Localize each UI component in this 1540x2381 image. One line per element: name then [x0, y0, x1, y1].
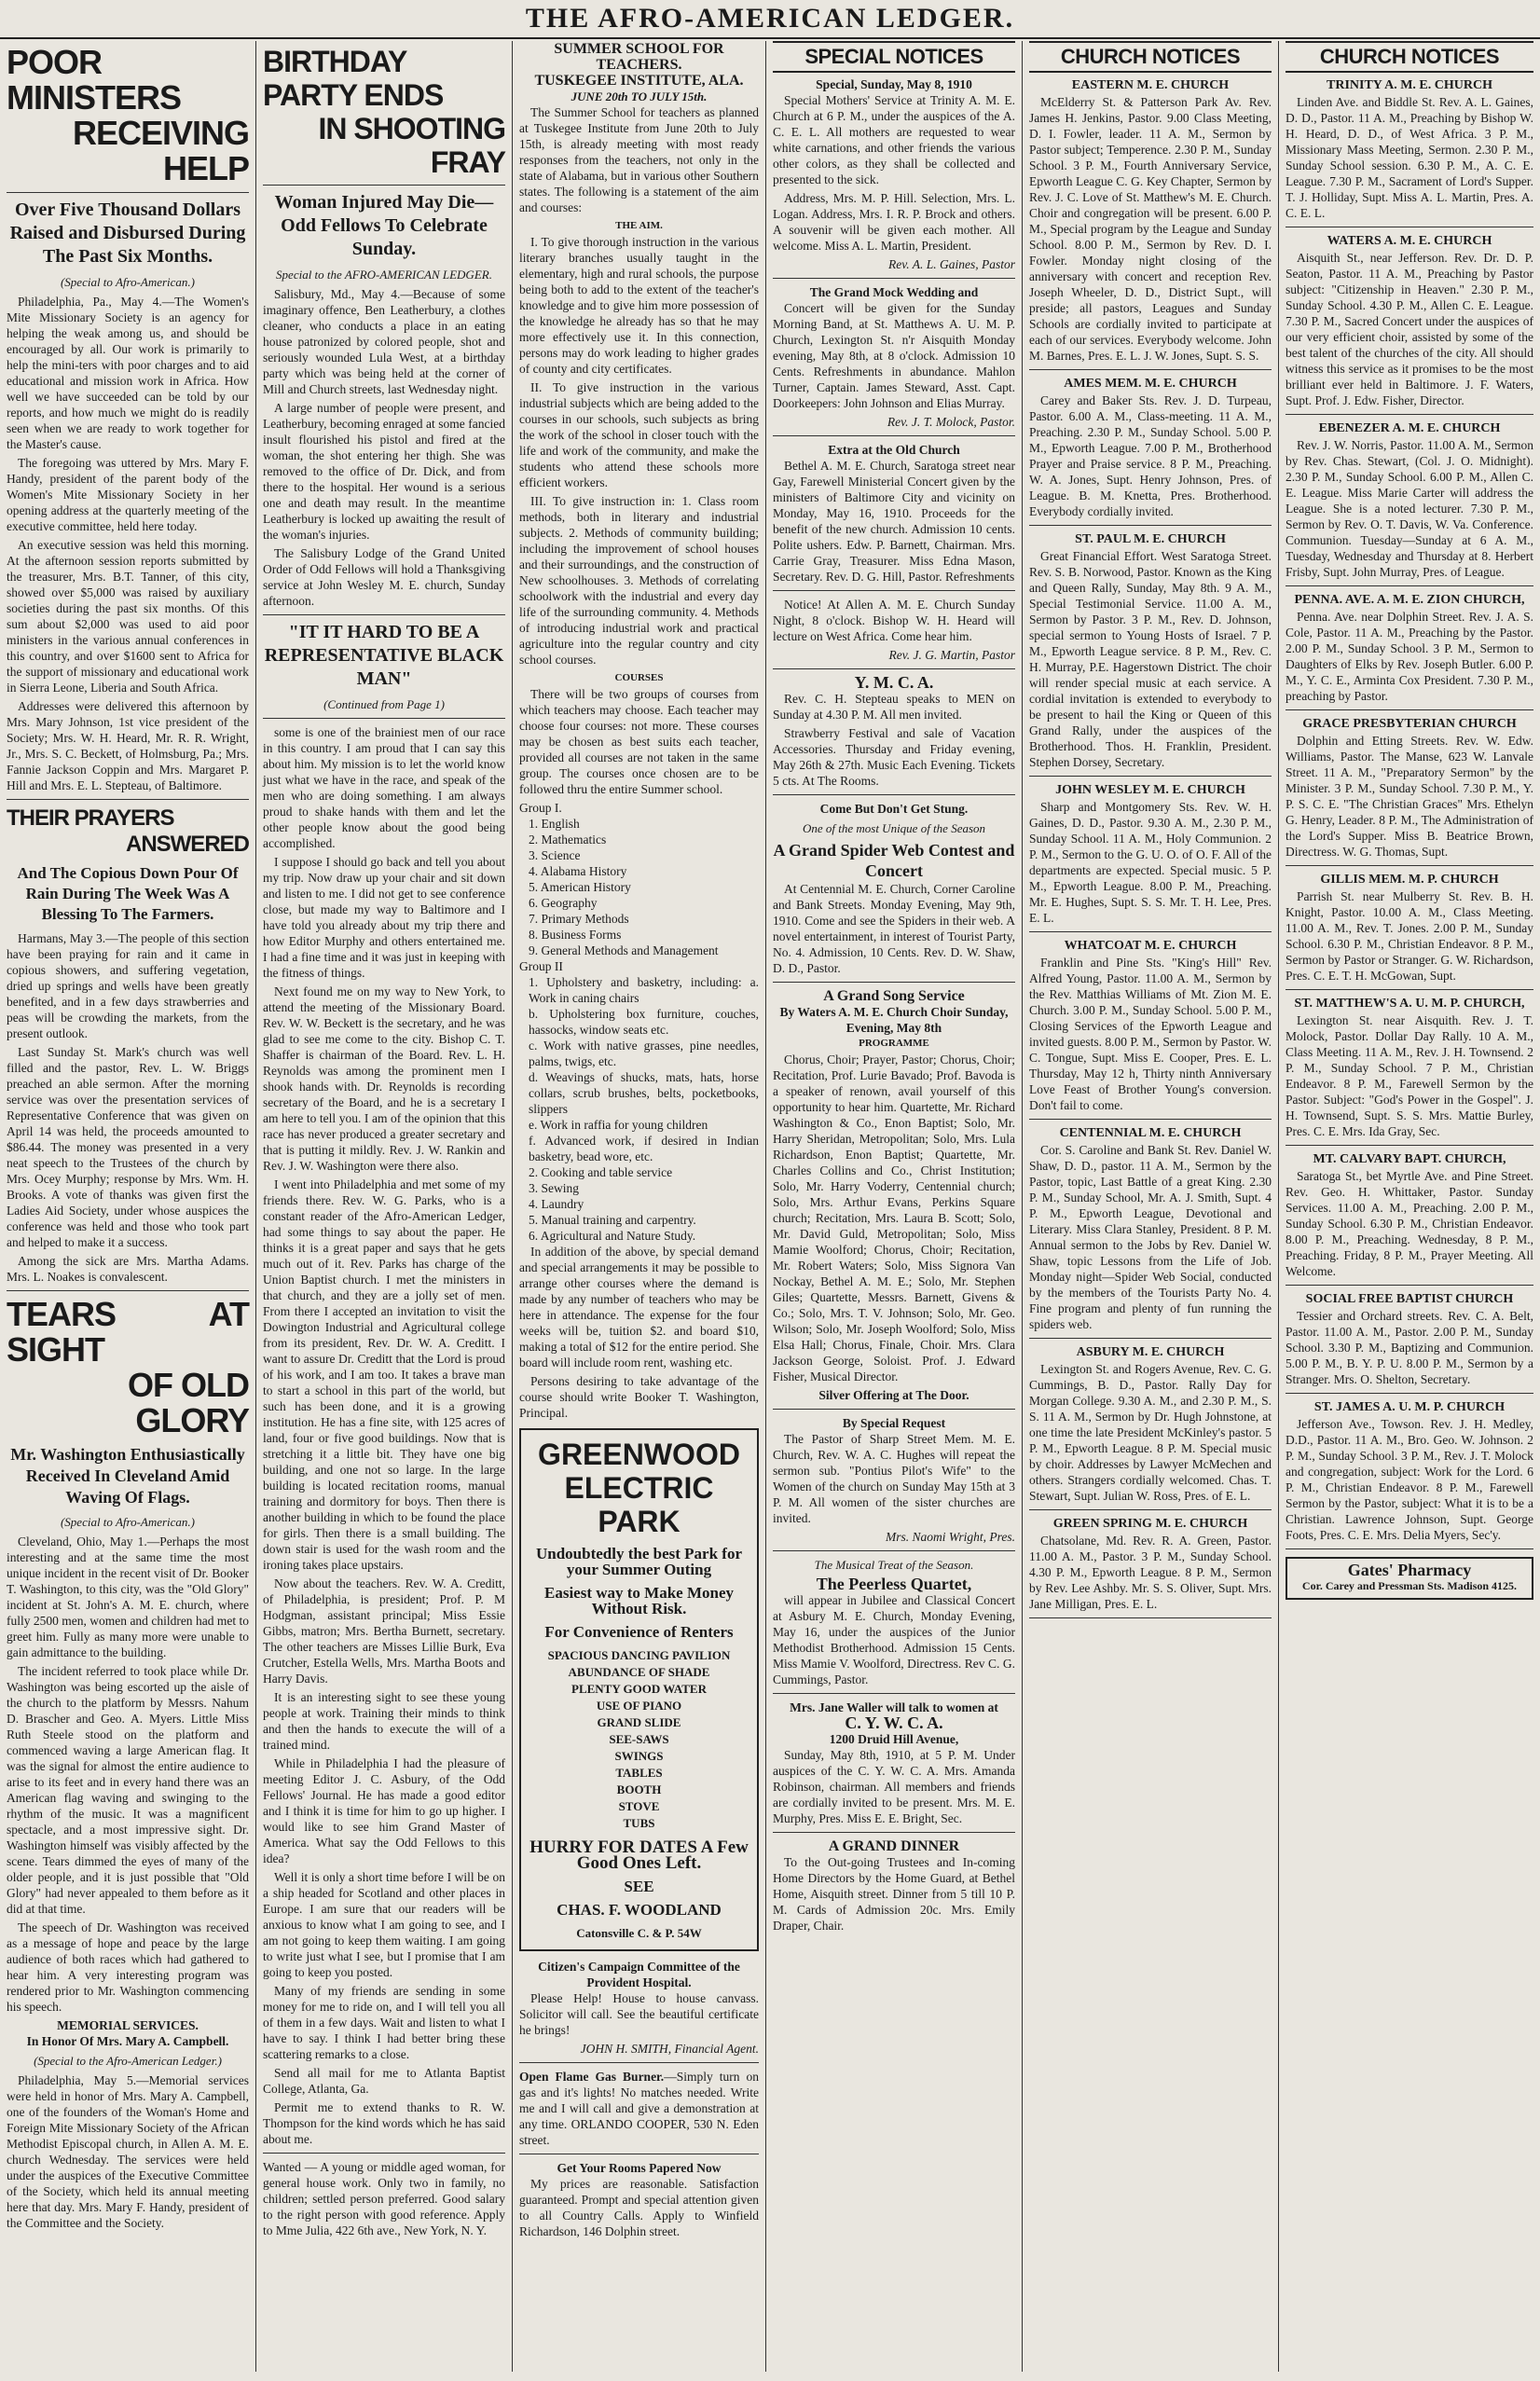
- divider: [773, 668, 1015, 669]
- section-subtitle: In Honor Of Mrs. Mary A. Campbell.: [26, 2034, 229, 2048]
- paragraph: Address, Mrs. M. P. Hill. Selection, Mrs. L. Logan. Address, Mrs. I. R. P. Brock and others. A souvenir will be given each mother. All welcome. Miss A. L. Martin, President.: [773, 191, 1015, 253]
- divider: [1286, 989, 1533, 990]
- church-notice: [1286, 996, 1533, 1146]
- paragraph: It is an interesting sight to see these young people at work. Training their minds to think and then the hands to execute the will of a trained mind.: [263, 1690, 505, 1752]
- notice-title: The Peerless Quartet,: [816, 1575, 972, 1593]
- paragraph: In addition of the above, by special demand and special arrangements it may be possible to arrange other courses where the demand is made by any number of teachers who may be here in attendance. The expense for the four weeks will be, tuition $2. and board $10, making a total of $12 for the entire period. She board will include room rent, washing etc.: [519, 1245, 759, 1369]
- divider: [7, 799, 249, 800]
- paragraph: Last Sunday St. Mark's church was well filled and the pastor, Rev. L. W. Briggs preached an able sermon. After the morning service was over the presentation services of Representative Conference that was given on April 14 was held, the proceeds amounted to $86.44. The money was presented in a very neat speech to the Trustees of the church by Mrs. Ocey Murphy; response by Mrs. Wm. H. Brooks. A vote of thanks was given first the Ladies Aid Society, under whose auspices the conference was held and those who took part and helped to make it a success.: [7, 1045, 249, 1249]
- divider: [1286, 1548, 1533, 1549]
- paragraph: The Salisbury Lodge of the Grand United Order of Odd Fellows will hold a Thanksgiving service at John Wesley M. E. church, Sunday afternoon.: [263, 546, 505, 608]
- paragraph: Strawberry Festival and sale of Vacation Accessories. Thursday and Friday evening, May 26th & 27th. Music Each Evening. Tickets 5 cts. At The Rooms.: [773, 726, 1015, 788]
- notice-title: Citizen's Campaign Committee of the Provident Hospital.: [538, 1960, 740, 1989]
- paragraph: Next found me on my way to New York, to attend the meeting of the Missionary Board. Rev. W. W. Beckett is the secretary, and he was glad to see me come to the city. Bishop C. T. Shaffer is chairman of the Board. Rev. L. H. Reynolds was among the prominent men I shook hands with. Dr. Reynolds is recording secretary of the Board, and he is a secretary I am here to tell you. I am of the opinion that this race has never produced a greater secretary and that is putting it mildly. Rev. J. W. Rankin and Rev. J. W. Washington were there also.: [263, 984, 505, 1173]
- divider: [1286, 1285, 1533, 1286]
- divider: [1286, 585, 1533, 586]
- notice-intro: One of the most Unique of the Season: [802, 821, 986, 835]
- signature: Rev. J. T. Molock, Pastor.: [887, 415, 1015, 429]
- church-notice: [1286, 872, 1533, 990]
- paragraph: My prices are reasonable. Satisfaction guaranteed. Prompt and special attention given to all Country Calls. Apply to Winfield Richardson, 146 Dolphin street.: [519, 2177, 759, 2238]
- church-name: ST. PAUL M. E. CHURCH: [1075, 532, 1226, 546]
- paragraph: Bethel A. M. E. Church, Saratoga street near Gay, Farewell Ministerial Concert given by the ministers of Baltimore City and vicinity on Monday, May 16, 1910. Proceeds for the benefit of the new church. Admission 10 cents. Polite ushers. Edw. P. Barnett, Chairman. Mrs. Carrie Gray, Treasurer. Miss Edna Mason, Secretary. Rev. D. G. Hill, Pastor. Refreshments: [773, 459, 1015, 584]
- church-schedule: Franklin and Pine Sts. "King's Hill" Rev. Alfred Young, Pastor. 11.00 A. M., Sermon by the Rev. Matthias Williams of Mt. Zion M. E. Church. 3.00 P. M., Sunday School. 5.00 P. M., Closing Services of the Epworth League and invited guests. 8.00 P. M., Sermon by Pastor. W. C. Tongue, Supt. Miss E. Cooper, Pres. E. L. Thursday, May 12 h, Thirty ninth Anniversary Love Feast of Brother Young's conversion. Don't fail to come.: [1029, 956, 1272, 1112]
- divider: [1286, 414, 1533, 415]
- paragraph: Among the sick are Mrs. Martha Adams. Mrs. L. Noakes is convalescent.: [7, 1254, 249, 1284]
- subheadline: Over Five Thousand Dollars Raised and Disbursed During The Past Six Months.: [9, 200, 246, 267]
- divider: [7, 192, 249, 193]
- divider: [1029, 525, 1272, 526]
- paragraph: Cleveland, Ohio, May 1.—Perhaps the most interesting and at the same time the most unique incident in the recent visit of Dr. Booker T. Washington, to this city, was the "Old Glory" incident at St. John's A. M. E. church, where fully 2500 men, women and children had met to greet him. Fully as many more were unable to gain admittance to the building.: [7, 1535, 249, 1659]
- divider: [1286, 1145, 1533, 1146]
- list-item: c. Work with native grasses, pine needles, palms, twigs, etc.: [529, 1039, 759, 1068]
- pharmacy-ad: [1286, 1557, 1533, 1600]
- divider: [1029, 1509, 1272, 1510]
- church-schedule: Sharp and Montgomery Sts. Rev. W. H. Gaines, D. D., Pastor. 9.30 A. M., 2.30 P. M., Sunday School. 11 A. M., Holy Communion. 2 P. M., Sermon to the G. U. O. of O. F. All of the departments are expected. Special music. 5 P. M., Epworth League. 8.00 P. M., Preaching. Mr. E. Hughes, Supt. S. S. Mr. T. H. Lee, Pres. E. L.: [1029, 800, 1272, 925]
- headline-line: BIRTHDAY PARTY ENDS: [263, 45, 444, 112]
- divider: [1029, 1338, 1272, 1339]
- list-item: 5. Manual training and carpentry.: [529, 1213, 696, 1227]
- section-title: PROGRAMME: [859, 1038, 929, 1049]
- paragraph: Persons desiring to take advantage of the course should write Booker T. Washington, Principal.: [519, 1374, 759, 1420]
- ad-address: Cor. Carey and Pressman Sts. Madison 4125.: [1301, 1579, 1518, 1592]
- paragraph: Rev. C. H. Stepteau speaks to MEN on Sunday at 4.30 P. M. All men invited.: [773, 692, 1015, 722]
- ad-amenity: TABLES: [615, 1766, 663, 1780]
- church-notice: [1029, 1516, 1272, 1618]
- headline-representative: "IT IT HARD TO BE A REPRESENTATIVE BLACK MAN": [264, 622, 504, 689]
- paragraph: The Summer School for teachers as planned at Tuskegee Institute from June 20th to July 15th, is already meeting with most ready responses from the teachers, not only in the state of Alabama, but in various other Southern states. The following is a statement of the aim and courses:: [519, 105, 759, 214]
- ad-amenity: BOOTH: [616, 1782, 662, 1796]
- church-schedule: Lexington St. and Rogers Avenue, Rev. C. G. Cummings, B. D., Pastor. Rally Day for Morgan College. 9.30 A. M., and 2.30 P. M., S. S. 11 A. M., Sermon by Dr. Hugh Johnstone, at one time the late President McKinley's pastor. 5 P. M., Epworth League. 8 P. M. Special music by choir. Addresses by Lawyer McMechen and others. Strangers cordially welcomed. Chas. T. Stewart, Supt. Julian W. Ross, Pres. of E. L.: [1029, 1362, 1272, 1503]
- paragraph: The speech of Dr. Washington was received as a message of hope and peace by the large audience of both races which had gathered to hear him. A very interesting program was rendered prior to Mr. Washington commencing his speech.: [7, 1920, 249, 2014]
- paragraph: Please Help! House to house canvass. Solicitor will call. See the beautiful certificate he brings!: [519, 1991, 759, 2037]
- divider: [1029, 1119, 1272, 1120]
- headline-old-glory: [7, 1297, 249, 1438]
- paragraph: Many of my friends are sending in some money for me to ride on, and I will tell you all of them in a few days. Wait and listen to what I have to say. I think I had better bring these scattering remarks to a close.: [263, 1984, 505, 2061]
- paragraph: III. To give instruction in: 1. Class room methods, both in literary and industrial subjects. 2. Methods of community building; including the improvement of school houses and their surroundings, and the construction of New schoolhouses. 3. Methods of correlating schoolwork with the industrial and every day life of the surrounding community. 4. Methods of introducing industrial work and practical agriculture into the regular country and city school courses.: [519, 494, 759, 667]
- church-notice: [1286, 77, 1533, 227]
- paragraph: The Pastor of Sharp Street Mem. M. E. Church, Rev. W. A. C. Hughes will repeat the sermon sub. "Pontius Pilot's Wife" to the Women of the church on Sunday May 15th at 3 P. M. All women of the sister churches are invited.: [773, 1432, 1015, 1525]
- notice-title: Open Flame Gas Burner.: [519, 2070, 665, 2084]
- notice-title: Get Your Rooms Papered Now: [557, 2161, 722, 2175]
- paragraph: I. To give thorough instruction in the various literary branches usually taught in the elementary, high and rural schools, the purpose being both to add to the extent of the teacher's knowledge and to give him more possession of the knowledge he already has so that he may more effectively use it. In this connection, persons may do work leading to higher grades of county and city certificates.: [519, 235, 759, 376]
- subheadline: And The Copious Down Pour Of Rain During The Week Was A Blessing To The Farmers.: [17, 864, 239, 923]
- masthead: THE AFRO-AMERICAN LEDGER.: [0, 0, 1540, 39]
- ad-title: Gates' Pharmacy: [1347, 1561, 1472, 1579]
- church-schedule: Chatsolane, Md. Rev. R. A. Green, Pastor. 11.00 A. M., Pastor. 3 P. M., Sunday School. 4.30 P. M., Epworth League. 8 P. M., Sermon by Rev. Lee Ashby. Mr. S. S. Oliver, Supt. Mrs. Jane Milligan, Pres. E. L.: [1029, 1534, 1272, 1611]
- group-title: Group I.: [519, 801, 562, 815]
- divider: [263, 718, 505, 719]
- church-name: GILLIS MEM. M. P. CHURCH: [1320, 873, 1499, 887]
- column-6: [1279, 41, 1540, 2372]
- church-schedule: Penna. Ave. near Dolphin Street. Rev. J. A. S. Cole, Pastor. 11 A. M., Preaching by the Pastor. 2.00 P. M., Sunday School. 3 P. M., Sermon to Daughters of Elks by Rev. Joseph Butler. 6.00 P. M., Y. C. E., Arminta Cox President. 7.30 P. M., preaching by Pastor.: [1286, 610, 1533, 703]
- church-schedule: Aisquith St., near Jefferson. Rev. Dr. D. P. Seaton, Pastor. 11 A. M., Preaching by Pastor subject: "Citizenship in Heaven." 2.30 P. M., Sunday School. 4.30 P. M., Allen C. E. League. 7.30 P. M., Sacred Concert under the auspices of our very efficient choir, assisted by some of the best talent of the churches of the city. All should witness this service as it promises to be the most brilliant ever held in Baltimore. J. F. Waters, Supt. Prof. J. Edw. Fisher, Director.: [1286, 251, 1533, 407]
- ad-amenity: SWINGS: [614, 1749, 664, 1763]
- church-name: EBENEZER A. M. E. CHURCH: [1318, 421, 1501, 435]
- headline-poor-ministers: [7, 45, 249, 186]
- church-notice: [1286, 1399, 1533, 1549]
- ad-tagline: For Convenience of Renters: [544, 1623, 734, 1641]
- classified-ad-wanted: Wanted — A young or middle aged woman, for general house work. Only two in family, no children; settled person preferred. Good salary to the right person with good reference. Apply to Mme Julia, 422 6th ave., New York, N. Y.: [263, 2160, 505, 2237]
- church-schedule: Tessier and Orchard streets. Rev. C. A. Belt, Pastor. 11.00 A. M., Pastor. 2.00 P. M., Sunday School. 3.30 P. M., Baptizing and Communion. 5.00 P. M., B. Y. P. U. 8.00 P. M., Sermon by a Stranger. Mrs. O. Shelton, Secretary.: [1286, 1309, 1533, 1386]
- church-name: ST. JAMES A. U. M. P. CHURCH: [1313, 1400, 1506, 1414]
- ad-amenities-list: [527, 1647, 751, 1832]
- course-list-group-1: [519, 816, 759, 958]
- notice-title: By Special Request: [842, 1416, 946, 1430]
- list-item: f. Advanced work, if desired in Indian basketry, bead wore, etc.: [529, 1134, 759, 1163]
- paragraph: Now about the teachers. Rev. W. A. Creditt, of Philadelphia, is president; Prof. P. M Hodgman, assistant principal; Miss Essie Gibbs, matron; Mrs. Bertha Burnett, secretary. The other teachers are Misses Lillie Burk, Eva Crutcher, Estella Wells, Mrs. Martha Boots and Harry Davis.: [263, 1576, 505, 1686]
- church-schedule: Saratoga St., bet Myrtle Ave. and Pine Street. Rev. Geo. H. Whittaker, Pastor. Sunday Services. 11.00 A. M., Preaching. 2.00 P. M., Sunday School. 6.30 P. M., Christian Endeavor. 8.00 P. M., Preaching. Wednesday, 8 P. M., Preaching. Friday, 8 P. M., Prayer Meeting. All Welcome.: [1286, 1169, 1533, 1278]
- paragraph: I went into Philadelphia and met some of my friends there. Rev. W. G. Parks, who is a constant reader of the Afro-American Ledger, had some things to say about the paper. He thinks it is a great paper and says that he gets much out of it. Rev. Parks has charge of the Union Baptist church. I met the ministers in that church, and they are a jolly set of men. From there I accepted an invitation to visit the Dowington Industrial and Agricultural college from its president, Rev. Dr. W. A. Creditt. I want to assure Dr. Creditt that the Lord is proud of his work, and I am too. It takes a brave man to start a school in this part of the world, but such has been done, and it is a growing institution. He has a fine site, with 125 acres of land, four or five good buildings. Now that is stretching it a little bit. They have one big building, and one not so large. In the large building is located recitation rooms, manual training and dormitory for boys. Then there is another building in which to be found the place for girls. Then there is a small building. The down stair is used for the wash room and the ironing takes place upstairs.: [263, 1177, 505, 1572]
- signature: Rev. J. G. Martin, Pastor: [888, 648, 1015, 662]
- section-header: CHURCH NOTICES: [1286, 41, 1533, 73]
- divider: [773, 1550, 1015, 1551]
- church-notice: [1286, 1291, 1533, 1394]
- divider: [1029, 931, 1272, 932]
- list-item: 7. Primary Methods: [529, 912, 629, 926]
- notice-title: Extra at the Old Church: [828, 443, 960, 457]
- church-notice: [1286, 420, 1533, 586]
- divider: [1286, 1393, 1533, 1394]
- divider: [773, 590, 1015, 591]
- divider: [263, 614, 505, 615]
- subheadline: Mr. Washington Enthusiastically Received In Cleveland Amid Waving Of Flags.: [10, 1445, 245, 1507]
- ad-amenity: GRAND SLIDE: [597, 1715, 681, 1729]
- notice-title: Y. M. C. A.: [854, 673, 934, 692]
- notice-subtitle: 1200 Druid Hill Avenue,: [829, 1732, 959, 1746]
- notice-title: A GRAND DINNER: [828, 1838, 960, 1854]
- column-3: [513, 41, 766, 2372]
- church-notice: [1029, 531, 1272, 777]
- paragraph: Concert will be given for the Sunday Morning Band, at St. Matthews A. U. M. P. Church, Lexington St. n'r Aisquith Monday evening, May 8th, at 8 o'clock. Admission 10 Cents. Refreshments in abundance. Mahlon Turner, Captain. James Steward, Asst. Capt. Doorkeepers: John Johnson and Elias Murray.: [773, 301, 1015, 410]
- continued-note: (Continued from Page 1): [323, 697, 445, 711]
- paragraph: The foregoing was uttered by Mrs. Mary F. Handy, president of the parent body of the Women's Mite Missionary Society in her opening address at the quarterly meeting of the executive committee, held here today.: [7, 456, 249, 533]
- paragraph: Philadelphia, May 5.—Memorial services were held in honor of Mrs. Mary A. Campbell, one of the founders of the Woman's Home and Foreign Mite Missionary Society of the African Methodist Episcopal church, in Allen A. M. E. church Wednesday. The services were held under the auspices of the Executive Committee of the Society, which held its annual meeting here that day. Mrs. Mary F. Handy, president of the Committee and the Society.: [7, 2073, 249, 2230]
- section-header: CHURCH NOTICES: [1029, 41, 1272, 73]
- church-notice: [1029, 1344, 1272, 1510]
- paragraph: Send all mail for me to Atlanta Baptist College, Atlanta, Ga.: [263, 2066, 505, 2096]
- paragraph: —Simply turn on gas and it's lights! No matches needed. Write me and I will call and give a demonstration at any time. ORLANDO COOPER, 530 N. Eden street.: [519, 2070, 759, 2147]
- divider: [1029, 776, 1272, 777]
- notice-title: C. Y. W. C. A.: [845, 1713, 943, 1732]
- subheadline: Woman Injured May Die—Odd Fellows To Celebrate Sunday.: [274, 192, 494, 259]
- church-name: AMES MEM. M. E. CHURCH: [1064, 377, 1237, 391]
- church-name: CENTENNIAL M. E. CHURCH: [1059, 1126, 1242, 1140]
- divider: [773, 1693, 1015, 1694]
- headline-line: POOR MINISTERS: [7, 43, 182, 117]
- ad-amenity: USE OF PIANO: [596, 1699, 682, 1713]
- paragraph: Philadelphia, Pa., May 4.—The Women's Mite Missionary Society is an agency for helping the weak among us, and should be encouraged by all. Our work is primarily to help the mini-ters with poor charges and to aid educational and mission work in Africa. How well we have succeeded can be told by our reports, and how much we might do is readily seen when we are ready to work together for the Master's cause.: [7, 295, 249, 451]
- church-notice-list: [1286, 77, 1533, 1549]
- column-1: [0, 41, 256, 2372]
- church-schedule: Carey and Baker Sts. Rev. J. D. Turpeau, Pastor. 6.00 A. M., Class-meeting. 11 A. M., Preaching. 2.30 P. M., Sunday School. 5.00 P. M., Epworth League. 7.00 P. M., Brotherhood Prayer and Praise service. 8 P. M., Preaching. W. A. Jones, Supt. Henry Johnson, Pres. of League. B. M. Knetta, Pres. Brotherhood. Everybody cordially invited.: [1029, 393, 1272, 518]
- notice-title: The Grand Mock Wedding and: [809, 285, 979, 299]
- list-item: 8. Business Forms: [529, 928, 622, 942]
- dateline-credit: (Special to the Afro-American Ledger.): [34, 2054, 222, 2068]
- divider: [773, 1832, 1015, 1833]
- section-title: COURSES: [614, 672, 664, 683]
- church-name: SOCIAL FREE BAPTIST CHURCH: [1305, 1292, 1514, 1306]
- paragraph: Salisbury, Md., May 4.—Because of some imaginary offence, Ben Leatherbury, a clothes cleaner, who conducts a place in an eating house patronized by colored people, shot and seriously wounded Lula West, at a birthday party which was being held at the corner of Mill and Church streets, last Wednesday night.: [263, 287, 505, 396]
- course-list-group-2: [519, 974, 759, 1244]
- church-name: TRINITY A. M. E. CHURCH: [1327, 78, 1492, 92]
- paragraph: At Centennial M. E. Church, Corner Caroline and Bank Streets. Monday Evening, May 9th, 1910. Come and see the Spiders in their web. A novel entertainment, in interest of Tourist Party, No. 4. Admission, 10 Cents. Rev. D. W. Shaw, D. D., Pastor.: [773, 882, 1015, 975]
- list-item: 3. Sewing: [529, 1181, 579, 1195]
- paragraph: A large number of people were present, and Leatherbury, becoming enraged at some fancied insult flourished his pistol and fired at the woman, the shot entering her thigh. She was removed to the office of Dr. Dick, and from there to the hospital. Her wound is a serious one and death may result. In the meantime Leatherbury is locked up awaiting the result of the woman's injuries.: [263, 401, 505, 542]
- divider: [1029, 369, 1272, 370]
- church-schedule: Rev. J. W. Norris, Pastor. 11.00 A. M., Sermon by Rev. Chas. Stewart, (Col. J. O. Midnight). 2.30 P. M., Sunday School. 6.00 P. M., Allen C. E. League. Miss Marie Carter will address the League. She is a noted lecturer. 7.30 P. M., Sermon by Rev. O. T. Davis, W. Va. Conference. Communion. Tuesday—Sunday at 6 A. M., Tuesday, Wednesday and Thursday at 8. Herbert Frisby, Supt. John Murray, Pres. of League.: [1286, 438, 1533, 579]
- notice-title: Mrs. Jane Waller will talk to women at: [790, 1700, 998, 1714]
- church-schedule: Dolphin and Etting Streets. Rev. W. Edw. Williams, Pastor. The Manse, 623 W. Lanvale Street. 11 A. M., "Preparatory Sermon" by the Minister. 3 P. M., Sunday School. 7.30 P. M., Y. P. S. C. E. "The Christian Graces" Mrs. Ethelyn G. Henry, Leader. 8 P. M., The Administration of the Lord's Supper. Miss B. Beatrice Brown, Directress. W. G. Thomas, Supt.: [1286, 734, 1533, 859]
- notice-title: Special, Sunday, May 8, 1910: [816, 77, 972, 91]
- divider: [773, 982, 1015, 983]
- notice-title: Come But Don't Get Stung.: [819, 802, 969, 816]
- divider: [773, 278, 1015, 279]
- church-schedule: Great Financial Effort. West Saratoga Street. Rev. S. B. Norwood, Pastor. Known as the King and Queen Rally, Sunday, May 8th. 9 A. M., Special Testimonial Service. 11.00 A. M., Sermon by Pastor. 3 P. M., Rev. D. Johnson, special sermon to Young Hosts of Israel. 7 P. M., Epworth League service. 8 P. M., Rev. C. H. Murray, P.E. Hagerstown District. The choir will render special music at each service. A cordial invitation is extended to everybody to be present to hail the King or Queen of this Grand Rally, under the auspices of the Brotherhood. Thos. H. Franklin, President. Stephen Dorsey, Secretary.: [1029, 549, 1272, 769]
- list-item: 9. General Methods and Management: [529, 943, 719, 957]
- church-schedule: Parrish St. near Mulberry St. Rev. B. H. Knight, Pastor. 10.00 A. M., Class Meeting. 11.00 A. M., Rev. T. Jones. 2.00 P. M., Sunday School. 6.30 P. M., Christian Endeavor. 8 P. M., Sermon by Pastor or Stranger. G. W. Richardson, Pres. C. E. T. H. McGowan, Supt.: [1286, 889, 1533, 983]
- church-schedule: Jefferson Ave., Towson. Rev. J. H. Medley, D.D., Pastor. 11 A. M., Bro. Geo. W. Johnson. 2 P. M., Sunday School. 3 P. M., Rev. J. T. Molock and congregation, subject: Work for the Lord. 6 P. M., Christian Endeavor. 8 P. M., Farewell Sermon by the Pastor, subject: What it is to be a Christian. Lawrence Johnson, Supt. George Foots, Pres. C. E. Mrs. Delia Myers, Sec'y.: [1286, 1417, 1533, 1542]
- section-title: MEMORIAL SERVICES.: [57, 2018, 199, 2032]
- church-schedule: Cor. S. Caroline and Bank St. Rev. Daniel W. Shaw, D. D., pastor. 11 A. M., Sermon by the Pastor, topic, Last Battle of a great King. 2.30 P. M., Sunday School, Mr. A. J. Smith, Supt. 4 P. M., Epworth League, Devotional and Literary. Miss Clara Stanley, President. 8 P. M. Annual sermon to the Jobs by Rev. Daniel W. Shaw, topic Lessons from the Life of Job. Monday night—Spider Web Social, conducted by the members of the Tourists Party No. 4. Fine program and plenty of fun running the spiders web.: [1029, 1143, 1272, 1331]
- dateline-credit: (Special to Afro-American.): [60, 1515, 196, 1529]
- list-item: 6. Geography: [529, 896, 598, 910]
- paragraph: Notice! At Allen A. M. E. Church Sunday Night, 8 o'clock. Bishop W. H. Heard will lecture on West Africa. Come hear him.: [773, 598, 1015, 643]
- paragraph: While in Philadelphia I had the pleasure of meeting Editor J. C. Asbury, of the Odd Fellows' Journal. He has made a good editor and I think it is time for him to go up higher. I would like to see him Grand Master of America. What say the Odd Fellows to this idea?: [263, 1756, 505, 1865]
- notice-title: A Grand Song Service: [823, 988, 965, 1004]
- church-notice: [1286, 1151, 1533, 1286]
- paragraph: Permit me to extend thanks to R. W. Thompson for the kind words which he has said about me.: [263, 2100, 505, 2146]
- church-name: WHATCOAT M. E. CHURCH: [1064, 939, 1237, 953]
- divider: [7, 1290, 249, 1291]
- church-schedule: Lexington St. near Aisquith. Rev. J. T. Molock, Pastor. Dollar Day Rally. 10 A. M., Class Meeting. 11 A. M., Rev. J. H. Townsend. 2 P. M., Sunday School. 7 P. M., Christian Endeavor. 8 P. M., Farewell Sermon by the Pastor. Subject: "God's Power in the Gospel". J. H. Townsend, Supt. S. S. Mrs. Mattie Burley, Pres. C. E. Mrs. Ida Gray, Sec.: [1286, 1013, 1533, 1138]
- paragraph: Addresses were delivered this afternoon by Mrs. Mary Johnson, 1st vice president of the Society; Mrs. W. H. Heard, Mr. R. R. Wright, Jr., Mrs. S. C. Beckett, of Holmsburg, Pa.; Mrs. Fannie Jackson Coppin and Mrs. Margaret P. Hill and Mrs. E. L. Stepteau, of Baltimore.: [7, 699, 249, 792]
- church-notice: [1286, 716, 1533, 866]
- paragraph: There will be two groups of courses from which teachers may choose. Each teacher may choose four courses: not more. These courses may be chosen as best suits each teacher, provided all courses are not taken in the same group. The courses once chosen are to be followed thru the entire Summer school.: [519, 687, 759, 796]
- paragraph: An executive session was held this morning. At the afternoon session reports submitted by the treasurer, Mrs. B.T. Tanner, of this city, showed over $5,000 was raised by auxiliary societies during the past six months. Of this sum about $2,000 was used to aid poor ministers in the various annual conferences in this country, and over $1600 sent to Africa for the support of missionary and educational work in Sierra Leone, Liberia and South Africa.: [7, 538, 249, 695]
- paragraph: To the Out-going Trustees and In-coming Home Directors by the Home Guard, at Bethel Home, Aisquith street. Dinner from 5 till 10 P. M. Cards of Admission 20c. Mrs. Emily Draper, Chair.: [773, 1855, 1015, 1933]
- divider: [773, 435, 1015, 436]
- signature: JOHN H. SMITH, Financial Agent.: [580, 2042, 759, 2056]
- list-item: 5. American History: [529, 880, 631, 894]
- list-item: e. Work in raffia for young children: [529, 1118, 708, 1132]
- section-title: THE AIM.: [615, 220, 663, 231]
- list-item: 4. Laundry: [529, 1197, 584, 1211]
- church-notice: [1029, 782, 1272, 932]
- church-notice: [1029, 77, 1272, 370]
- paragraph: Well it is only a short time before I will be on a ship headed for Scotland and other places in Europe. I am sure that our readers will be anxious to know what I am going to see, and I am not going to keep them waiting. I am going to write just what I see, but I promise that I am going to keep you posted.: [263, 1870, 505, 1979]
- paragraph: Special Mothers' Service at Trinity A. M. E. Church at 6 P. M., under the auspices of the A. C. E. L. All mothers are requested to wear white carnations, and other friends the various other colors, as they shall be collected and presented to the sick.: [773, 93, 1015, 186]
- paragraph: some is one of the brainiest men of our race in this country. I am proud that I can say this about him. My mission is to let the world know just what we have in the race, and speak of the men who are doing something. I am always proud to shake hands with them and let the other people know about the good being accomplished.: [263, 725, 505, 850]
- list-item: 4. Alabama History: [529, 864, 627, 878]
- paragraph: Harmans, May 3.—The people of this section have been praying for rain and it came in copious showers, and suffering vegetation, dried up springs and wells have been greatly benefited, and in a few days strawberries and peas will be crowding the markets, from the present outlook.: [7, 931, 249, 1040]
- ad-tagline: Undoubtedly the best Park for your Summer Outing: [535, 1545, 742, 1578]
- divider: [773, 794, 1015, 795]
- divider: [263, 2153, 505, 2154]
- headline-line: IN SHOOTING FRAY: [318, 112, 505, 179]
- paragraph: will appear in Jubilee and Classical Concert at Asbury M. E. Church, Monday Evening, May 16, under the auspices of the Junior Methodist Brotherhood. Admission 15 Cents. Miss Mamie V. Woolford, Directress. Rev C. G. Cummings, Pastor.: [773, 1593, 1015, 1686]
- divider: [773, 1409, 1015, 1410]
- headline-line: ANSWERED: [125, 832, 249, 857]
- ad-call-to-action: HURRY FOR DATES A Few Good Ones Left.: [529, 1837, 749, 1873]
- paragraph: II. To give instruction in the various industrial subjects which are being added to the courses in our schools, such subjects as bring the work of the school in closer touch with the life and work of the community, and make the students who attend these schools more efficient workers.: [519, 380, 759, 489]
- ad-amenity: TUBS: [623, 1816, 655, 1830]
- church-name: EASTERN M. E. CHURCH: [1071, 78, 1230, 92]
- paragraph: I suppose I should go back and tell you about my trip. Now draw up your chair and sit down and listen to me. I did not get to see conference close, but made my way to Baltimore and I have told you already about my trip there and how Editor Murphy and others entertained me. I had a fine time and it was just in keeping with the fitness of things.: [263, 855, 505, 980]
- ad-amenity: SEE-SAWS: [609, 1732, 669, 1746]
- divider: [263, 185, 505, 186]
- notice-subtitle: By Waters A. M. E. Church Choir Sunday, Evening, May 8th: [779, 1005, 1009, 1035]
- church-notice: [1029, 938, 1272, 1120]
- headline-prayers: [7, 805, 249, 858]
- headline-line: OF OLD GLORY: [128, 1366, 249, 1439]
- ad-tagline: Easiest way to Make Money Without Risk.: [543, 1584, 735, 1617]
- column-5: [1023, 41, 1279, 2372]
- list-item: 3. Science: [529, 848, 581, 862]
- headline-line: THEIR PRAYERS: [7, 805, 174, 831]
- subheadline-dates: JUNE 20th TO JULY 15th.: [571, 89, 708, 103]
- list-item: 2. Cooking and table service: [529, 1165, 673, 1179]
- dateline-credit: Special to the AFRO-AMERICAN LEDGER.: [276, 268, 492, 282]
- church-notice: [1286, 592, 1533, 710]
- headline-summer-school: SUMMER SCHOOL FOR TEACHERS.: [554, 41, 724, 73]
- ad-amenity: SPACIOUS DANCING PAVILION: [547, 1648, 731, 1662]
- subheadline: TUSKEGEE INSTITUTE, ALA.: [534, 73, 744, 89]
- ad-amenity: STOVE: [618, 1799, 660, 1813]
- divider: [1029, 1617, 1272, 1618]
- church-notice: [1029, 1125, 1272, 1339]
- divider: [1286, 865, 1533, 866]
- notice-title: A Grand Spider Web Contest and Concert: [773, 841, 1015, 880]
- list-item: 1. Upholstery and basketry, including: a. Work in caning chairs: [529, 975, 759, 1005]
- signature: Mrs. Naomi Wright, Pres.: [885, 1530, 1015, 1544]
- list-item: 6. Agricultural and Nature Study.: [529, 1229, 696, 1243]
- list-item: d. Weavings of shucks, mats, hats, horse collars, scrub brushes, belts, pocketbooks, slippers: [529, 1070, 759, 1116]
- ad-amenity: PLENTY GOOD WATER: [571, 1682, 707, 1696]
- divider: [519, 2062, 759, 2063]
- column-4: [766, 41, 1023, 2372]
- dateline-credit: (Special to Afro-American.): [60, 275, 196, 289]
- church-name: GREEN SPRING M. E. CHURCH: [1052, 1517, 1248, 1531]
- notice-footer: Silver Offering at The Door.: [818, 1388, 969, 1402]
- church-name: ST. MATTHEW'S A. U. M. P. CHURCH,: [1294, 997, 1525, 1011]
- paragraph: The incident referred to took place while Dr. Washington was being escorted up the aisle of the church to the platform by Messrs. Nahum D. Brascher and Geo. A. Myers. Little Miss Ruth Steele stood on the platform and commenced waving a large American flag. It was the signal for almost the entire audience to arise to its feet and in every hand there was an American flag waving and swinging to the rhythm of the music. It was a magnificent spectacle, and a most impressive sight. Dr. Washington himself was visibly affected by the scene. Tears dimmed the eyes of many of the older people, and it is just possible that "Old Glory" had never appealed to them before as it did at that time.: [7, 1664, 249, 1916]
- paragraph: Chorus, Choir; Prayer, Pastor; Chorus, Choir; Recitation, Prof. Lurie Bavado; Prof. Bavoda is a speaker of renown, avail yourself of this opportunity to hear him. Quartette, Mr. Richard Washington & Co., Enon Baptist; Solo, Mr. Harry Sheridan, Metropolitan; Solo, Mrs. Lula Richardson, Enon Baptist; Quartette, Mr. Charles Collins and Co., Christ Institution; Solo, Mr. Harry Voderry, Centennial church; Solo, Mrs. Arthur Evans, Perkins Square church; Recitation, Mrs. Laura B. Scott; Solo, Mr. David Guld, Metropolitan; Solo, Miss Mamie Woolford; Chorus, Choir; Recitation, Mr. Robert Waters; Solo, Miss Signora Van Nockay, Bethel A. M. E.; Solo, Mr. Stephen Giles; Quartette, Messrs. Barnett, Givens & Co.; Solo, Mrs. T. V. Johnson; Solo, Mr. Geo. Wilson; Solo, Mr. Joseph Woolford; Solo, Miss Elsa Hall; Chorus, Finale, Choir. Mrs. Clara Jackson George, Soloist. Prof. J. Edward Fisher, Musical Director.: [773, 1053, 1015, 1383]
- church-name: WATERS A. M. E. CHURCH: [1327, 234, 1492, 248]
- ad-address: Catonsville C. & P. 54W: [576, 1926, 702, 1940]
- list-item: b. Upholstering box furniture, couches, hassocks, window seats etc.: [529, 1007, 759, 1037]
- church-name: ASBURY M. E. CHURCH: [1076, 1345, 1225, 1359]
- paragraph: Sunday, May 8th, 1910, at 5 P. M. Under auspices of the C. Y. W. C. A. Mrs. Amanda Robinson, chairman. All members and friends are cordially invited to be present. Mrs. M. E. Murphy, Pres. Miss E. E. Bright, Sec.: [773, 1748, 1015, 1825]
- church-name: JOHN WESLEY M. E. CHURCH: [1055, 783, 1245, 797]
- column-2: [256, 41, 513, 2372]
- ad-title: GREENWOOD ELECTRIC PARK: [538, 1438, 740, 1538]
- church-notice: [1286, 233, 1533, 415]
- headline-line: RECEIVING HELP: [72, 114, 249, 187]
- ad-contact: CHAS. F. WOODLAND: [557, 1901, 722, 1919]
- church-notice-list: [1029, 77, 1272, 1618]
- church-schedule: Linden Ave. and Biddle St. Rev. A. L. Gaines, D. D., Pastor. 11 A. M., Preaching by Bishop W. H. Heard, D. D., of West Africa. 3 P. M., Missionary Mass Meeting, Sermon. 2.30 P. M., Sunday School session. 6.30 P. M., A. C. E. League. 7.30 P. M., Sacrament of Lord's Supper. T. J. Holliday, Supt. Miss A. L. Martin, Pres. A. C. E. L.: [1286, 95, 1533, 220]
- ad-amenity: ABUNDANCE OF SHADE: [568, 1665, 710, 1679]
- list-item: 1. English: [529, 817, 580, 831]
- section-header: SPECIAL NOTICES: [773, 41, 1015, 73]
- group-title: Group II: [519, 959, 563, 973]
- church-name: PENNA. AVE. A. M. E. ZION CHURCH,: [1294, 593, 1525, 607]
- church-name: MT. CALVARY BAPT. CHURCH,: [1313, 1152, 1506, 1166]
- list-item: 2. Mathematics: [529, 833, 607, 846]
- headline-birthday-party: [263, 45, 505, 179]
- headline-line: TEARS AT SIGHT: [7, 1295, 249, 1369]
- ad-see: SEE: [624, 1878, 654, 1895]
- divider: [1286, 709, 1533, 710]
- signature: Rev. A. L. Gaines, Pastor: [888, 257, 1015, 271]
- church-schedule: McElderry St. & Patterson Park Av. Rev. James H. Jenkins, Pastor. 9.00 Class Meeting, D. I. Fowler, leader. 11 A. M., Sermon by Pastor subject; Temperence. 2.30 P. M., Sunday School. 3 P. M., Fourth Anniversary Service, Epworth League C. G. Key Chapter, Sermon by Rev. J. C. Love of St. Matthew's M. E. Church. Choir and congregation will be present. 6.00 P. M., Special program by the League and Sunday School. 8.00 P. M., Sermon by Rev. D. I. Fowler. Monday night closing of the anniversary with concert and reception Rev. Joseph Wheeler, D. D., District Supt., will preside; all pastors, Leagues and Sunday Schools are cordially invited to participate at each of our services. Everybody welcome. John M. Barnes, Pres. E. L. J. W. Jones, Supt. S. S.: [1029, 95, 1272, 363]
- notice-intro: The Musical Treat of the Season.: [814, 1558, 974, 1572]
- greenwood-park-ad: [519, 1428, 759, 1951]
- church-name: GRACE PRESBYTERIAN CHURCH: [1302, 717, 1517, 731]
- church-notice: [1029, 376, 1272, 526]
